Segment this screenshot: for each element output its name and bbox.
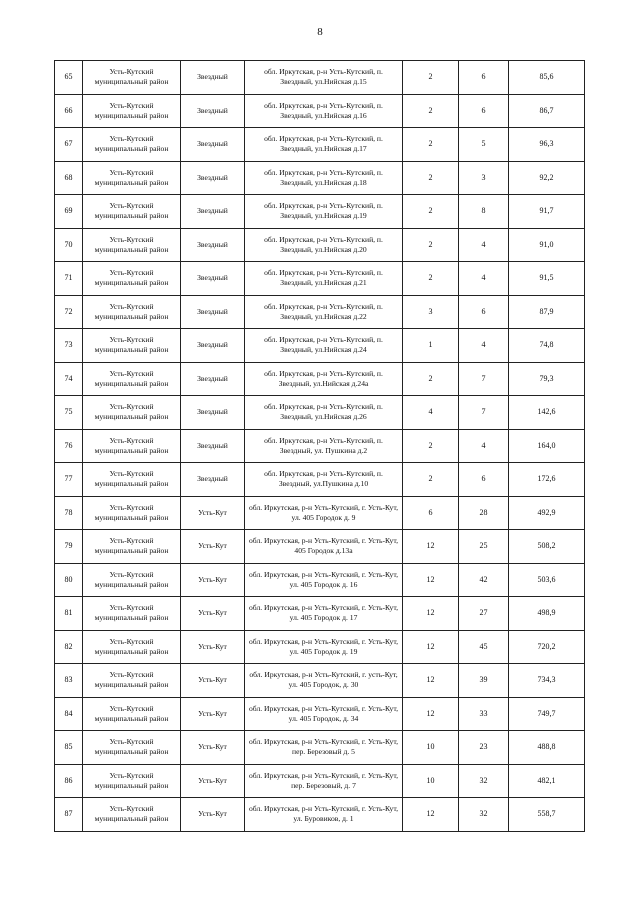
apartments-cell: 7	[459, 362, 509, 396]
area-cell: 96,3	[509, 128, 585, 162]
apartments-cell: 23	[459, 731, 509, 765]
table-row	[55, 228, 585, 262]
address-cell: обл. Иркутская, р-н Усть-Кутский, п. Звездный, ул.Нийская д.15	[245, 61, 403, 95]
apartments-cell: 4	[459, 262, 509, 296]
area-cell: 734,3	[509, 664, 585, 698]
floors-cell: 2	[403, 195, 459, 229]
address-cell: обл. Иркутская, р-н Усть-Кутский, п. Звездный, ул.Нийская д.26	[245, 396, 403, 430]
address-cell: обл. Иркутская, р-н Усть-Кутский, г. Усть-Кут, ул. Буровиков, д. 1	[245, 798, 403, 832]
area-cell: 508,2	[509, 530, 585, 564]
row-number-cell: 87	[55, 798, 83, 832]
floors-cell: 12	[403, 530, 459, 564]
area-cell: 498,9	[509, 597, 585, 631]
district-cell: Усть-Кутский муниципальный район	[83, 530, 181, 564]
address-cell: обл. Иркутская, р-н Усть-Кутский, г. усть-Кут, ул. 405 Городок, д. 30	[245, 664, 403, 698]
settlement-cell: Звездный	[181, 195, 245, 229]
address-cell: обл. Иркутская, р-н Усть-Кутский, п. Звездный, ул.Пушкина д.10	[245, 463, 403, 497]
table-body	[55, 61, 585, 832]
area-cell: 164,0	[509, 429, 585, 463]
row-number-cell: 79	[55, 530, 83, 564]
floors-cell: 10	[403, 764, 459, 798]
floors-cell: 12	[403, 697, 459, 731]
apartments-cell: 6	[459, 94, 509, 128]
area-cell: 749,7	[509, 697, 585, 731]
apartments-cell: 8	[459, 195, 509, 229]
row-number-cell: 65	[55, 61, 83, 95]
table-row	[55, 731, 585, 765]
district-cell: Усть-Кутский муниципальный район	[83, 597, 181, 631]
floors-cell: 2	[403, 262, 459, 296]
settlement-cell: Звездный	[181, 94, 245, 128]
area-cell: 74,8	[509, 329, 585, 363]
apartments-cell: 6	[459, 463, 509, 497]
row-number-cell: 81	[55, 597, 83, 631]
settlement-cell: Усть-Кут	[181, 597, 245, 631]
area-cell: 492,9	[509, 496, 585, 530]
district-cell: Усть-Кутский муниципальный район	[83, 764, 181, 798]
floors-cell: 12	[403, 597, 459, 631]
table-row	[55, 329, 585, 363]
table-row	[55, 195, 585, 229]
apartments-cell: 42	[459, 563, 509, 597]
district-cell: Усть-Кутский муниципальный район	[83, 429, 181, 463]
row-number-cell: 74	[55, 362, 83, 396]
table-row	[55, 396, 585, 430]
address-cell: обл. Иркутская, р-н Усть-Кутский, г. Усть-Кут, ул. 405 Городок д. 19	[245, 630, 403, 664]
floors-cell: 3	[403, 295, 459, 329]
row-number-cell: 78	[55, 496, 83, 530]
district-cell: Усть-Кутский муниципальный район	[83, 128, 181, 162]
settlement-cell: Звездный	[181, 463, 245, 497]
floors-cell: 12	[403, 798, 459, 832]
district-cell: Усть-Кутский муниципальный район	[83, 731, 181, 765]
address-cell: обл. Иркутская, р-н Усть-Кутский, п. Звездный, ул.Нийская д.16	[245, 94, 403, 128]
floors-cell: 12	[403, 664, 459, 698]
area-cell: 92,2	[509, 161, 585, 195]
area-cell: 86,7	[509, 94, 585, 128]
apartments-cell: 6	[459, 295, 509, 329]
table-row	[55, 362, 585, 396]
address-cell: обл. Иркутская, р-н Усть-Кутский, п. Звездный, ул.Нийская д.22	[245, 295, 403, 329]
address-cell: обл. Иркутская, р-н Усть-Кутский, п. Звездный, ул. Пушкина д.2	[245, 429, 403, 463]
address-cell: обл. Иркутская, р-н Усть-Кутский, г. Усть-Кут, ул. 405 Городок, д. 34	[245, 697, 403, 731]
settlement-cell: Усть-Кут	[181, 798, 245, 832]
row-number-cell: 83	[55, 664, 83, 698]
district-cell: Усть-Кутский муниципальный район	[83, 61, 181, 95]
district-cell: Усть-Кутский муниципальный район	[83, 463, 181, 497]
address-cell: обл. Иркутская, р-н Усть-Кутский, г. Усть-Кут, пер. Березовый, д. 7	[245, 764, 403, 798]
row-number-cell: 70	[55, 228, 83, 262]
row-number-cell: 86	[55, 764, 83, 798]
settlement-cell: Усть-Кут	[181, 530, 245, 564]
area-cell: 142,6	[509, 396, 585, 430]
table-row	[55, 597, 585, 631]
row-number-cell: 71	[55, 262, 83, 296]
floors-cell: 4	[403, 396, 459, 430]
table-row	[55, 697, 585, 731]
row-number-cell: 77	[55, 463, 83, 497]
settlement-cell: Звездный	[181, 396, 245, 430]
floors-cell: 2	[403, 161, 459, 195]
row-number-cell: 72	[55, 295, 83, 329]
table-row	[55, 262, 585, 296]
address-cell: обл. Иркутская, р-н Усть-Кутский, г. Усть-Кут, ул. 405 Городок д. 17	[245, 597, 403, 631]
settlement-cell: Звездный	[181, 262, 245, 296]
page-number: 8	[317, 26, 323, 38]
district-cell: Усть-Кутский муниципальный район	[83, 195, 181, 229]
area-cell: 91,0	[509, 228, 585, 262]
row-number-cell: 76	[55, 429, 83, 463]
area-cell: 172,6	[509, 463, 585, 497]
housing-registry-table	[54, 60, 585, 832]
settlement-cell: Звездный	[181, 61, 245, 95]
table-row	[55, 496, 585, 530]
apartments-cell: 33	[459, 697, 509, 731]
table-row	[55, 161, 585, 195]
area-cell: 720,2	[509, 630, 585, 664]
apartments-cell: 27	[459, 597, 509, 631]
row-number-cell: 67	[55, 128, 83, 162]
apartments-cell: 28	[459, 496, 509, 530]
settlement-cell: Усть-Кут	[181, 764, 245, 798]
settlement-cell: Усть-Кут	[181, 731, 245, 765]
table-row	[55, 764, 585, 798]
area-cell: 85,6	[509, 61, 585, 95]
district-cell: Усть-Кутский муниципальный район	[83, 630, 181, 664]
address-cell: обл. Иркутская, р-н Усть-Кутский, г. Усть-Кут, 405 Городок д.13а	[245, 530, 403, 564]
settlement-cell: Усть-Кут	[181, 496, 245, 530]
district-cell: Усть-Кутский муниципальный район	[83, 295, 181, 329]
row-number-cell: 69	[55, 195, 83, 229]
address-cell: обл. Иркутская, р-н Усть-Кутский, п. Звездный, ул.Нийская д.18	[245, 161, 403, 195]
floors-cell: 6	[403, 496, 459, 530]
district-cell: Усть-Кутский муниципальный район	[83, 228, 181, 262]
area-cell: 482,1	[509, 764, 585, 798]
area-cell: 79,3	[509, 362, 585, 396]
address-cell: обл. Иркутская, р-н Усть-Кутский, п. Звездный, ул.Нийская д.24а	[245, 362, 403, 396]
apartments-cell: 32	[459, 798, 509, 832]
district-cell: Усть-Кутский муниципальный район	[83, 563, 181, 597]
apartments-cell: 4	[459, 329, 509, 363]
settlement-cell: Звездный	[181, 429, 245, 463]
floors-cell: 2	[403, 228, 459, 262]
apartments-cell: 4	[459, 228, 509, 262]
row-number-cell: 68	[55, 161, 83, 195]
table-row	[55, 798, 585, 832]
table-row	[55, 630, 585, 664]
table-row	[55, 295, 585, 329]
table-row	[55, 128, 585, 162]
district-cell: Усть-Кутский муниципальный район	[83, 362, 181, 396]
district-cell: Усть-Кутский муниципальный район	[83, 94, 181, 128]
table-row	[55, 61, 585, 95]
district-cell: Усть-Кутский муниципальный район	[83, 329, 181, 363]
district-cell: Усть-Кутский муниципальный район	[83, 664, 181, 698]
apartments-cell: 5	[459, 128, 509, 162]
settlement-cell: Усть-Кут	[181, 630, 245, 664]
settlement-cell: Усть-Кут	[181, 697, 245, 731]
apartments-cell: 32	[459, 764, 509, 798]
address-cell: обл. Иркутская, р-н Усть-Кутский, п. Звездный, ул.Нийская д.17	[245, 128, 403, 162]
apartments-cell: 7	[459, 396, 509, 430]
district-cell: Усть-Кутский муниципальный район	[83, 697, 181, 731]
floors-cell: 2	[403, 362, 459, 396]
settlement-cell: Звездный	[181, 329, 245, 363]
floors-cell: 1	[403, 329, 459, 363]
apartments-cell: 6	[459, 61, 509, 95]
apartments-cell: 4	[459, 429, 509, 463]
apartments-cell: 39	[459, 664, 509, 698]
address-cell: обл. Иркутская, р-н Усть-Кутский, г. Усть-Кут, ул. 405 Городок д. 16	[245, 563, 403, 597]
address-cell: обл. Иркутская, р-н Усть-Кутский, п. Звездный, ул.Нийская д.24	[245, 329, 403, 363]
apartments-cell: 25	[459, 530, 509, 564]
floors-cell: 2	[403, 61, 459, 95]
table-row	[55, 94, 585, 128]
district-cell: Усть-Кутский муниципальный район	[83, 396, 181, 430]
row-number-cell: 84	[55, 697, 83, 731]
floors-cell: 12	[403, 630, 459, 664]
table-row	[55, 563, 585, 597]
row-number-cell: 80	[55, 563, 83, 597]
row-number-cell: 73	[55, 329, 83, 363]
row-number-cell: 75	[55, 396, 83, 430]
address-cell: обл. Иркутская, р-н Усть-Кутский, п. Звездный, ул.Нийская д.19	[245, 195, 403, 229]
area-cell: 488,8	[509, 731, 585, 765]
address-cell: обл. Иркутская, р-н Усть-Кутский, п. Звездный, ул.Нийская д.20	[245, 228, 403, 262]
floors-cell: 12	[403, 563, 459, 597]
row-number-cell: 85	[55, 731, 83, 765]
district-cell: Усть-Кутский муниципальный район	[83, 496, 181, 530]
area-cell: 91,7	[509, 195, 585, 229]
table-row	[55, 664, 585, 698]
address-cell: обл. Иркутская, р-н Усть-Кутский, г. Усть-Кут, ул. 405 Городок д. 9	[245, 496, 403, 530]
area-cell: 87,9	[509, 295, 585, 329]
floors-cell: 2	[403, 429, 459, 463]
table-row	[55, 429, 585, 463]
area-cell: 503,6	[509, 563, 585, 597]
area-cell: 91,5	[509, 262, 585, 296]
apartments-cell: 45	[459, 630, 509, 664]
settlement-cell: Звездный	[181, 228, 245, 262]
floors-cell: 2	[403, 463, 459, 497]
row-number-cell: 82	[55, 630, 83, 664]
district-cell: Усть-Кутский муниципальный район	[83, 262, 181, 296]
district-cell: Усть-Кутский муниципальный район	[83, 798, 181, 832]
settlement-cell: Усть-Кут	[181, 664, 245, 698]
table-row	[55, 530, 585, 564]
settlement-cell: Усть-Кут	[181, 563, 245, 597]
apartments-cell: 3	[459, 161, 509, 195]
floors-cell: 10	[403, 731, 459, 765]
row-number-cell: 66	[55, 94, 83, 128]
floors-cell: 2	[403, 128, 459, 162]
settlement-cell: Звездный	[181, 128, 245, 162]
area-cell: 558,7	[509, 798, 585, 832]
table-row	[55, 463, 585, 497]
settlement-cell: Звездный	[181, 295, 245, 329]
settlement-cell: Звездный	[181, 362, 245, 396]
address-cell: обл. Иркутская, р-н Усть-Кутский, г. Усть-Кут, пер. Березовый д. 5	[245, 731, 403, 765]
district-cell: Усть-Кутский муниципальный район	[83, 161, 181, 195]
address-cell: обл. Иркутская, р-н Усть-Кутский, п. Звездный, ул.Нийская д.21	[245, 262, 403, 296]
settlement-cell: Звездный	[181, 161, 245, 195]
floors-cell: 2	[403, 94, 459, 128]
